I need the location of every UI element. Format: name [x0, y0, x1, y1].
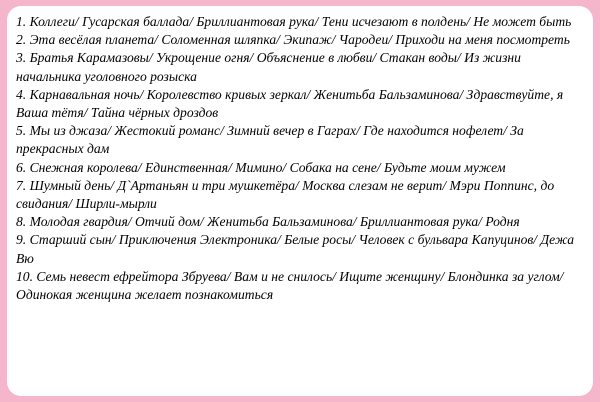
list-item: 10. Семь невест ефрейтора Збруева/ Вам и не снилось/ Ищите женщину/ Блондинка за углом/ Одинокая женщина желает познакомиться	[16, 268, 564, 303]
list-item: 4. Карнавальная ночь/ Королевство кривых зеркал/ Женитьба Бальзаминова/ Здравствуйте, я Ваша тётя/ Тайна чёрных дроздов	[16, 86, 564, 121]
list-item: 1. Коллеги/ Гусарская баллада/ Бриллиантовая рука/ Тени исчезают в полдень/ Не может быть	[16, 14, 572, 29]
list-item: 3. Братья Карамазовы/ Укрощение огня/ Объяснение в любви/ Стакан воды/ Из жизни начальника уголовного розыска	[16, 50, 521, 84]
list-item: 9. Старший сын/ Приключения Электроника/ Белые росы/ Человек с бульвара Капуцинов/ Дежа Вю	[16, 232, 575, 266]
list-item: 8. Молодая гвардия/ Отчий дом/ Женитьба Бальзаминова/ Бриллиантовая рука/ Родня	[16, 214, 520, 230]
list-item: 7. Шумный день/ Д`Артаньян и три мушкетёра/ Москва слезам не верит/ Мэри Поппинс, до свидания/ Ширли-мырли	[16, 177, 555, 212]
list-item: 6. Снежная королева/ Единственная/ Мимино/ Собака на сене/ Будьте моим мужем	[16, 159, 506, 175]
list-item: 5. Мы из джаза/ Жестокий романс/ Зимний вечер в Гаграх/ Где находится нофелет/ За прекрасных дам	[16, 123, 524, 157]
list-item: 2. Эта весёлая планета/ Соломенная шляпка/ Экипаж/ Чародеи/ Приходи на меня посмотреть	[16, 32, 570, 48]
movie-list	[16, 13, 585, 304]
text-card	[7, 6, 593, 396]
